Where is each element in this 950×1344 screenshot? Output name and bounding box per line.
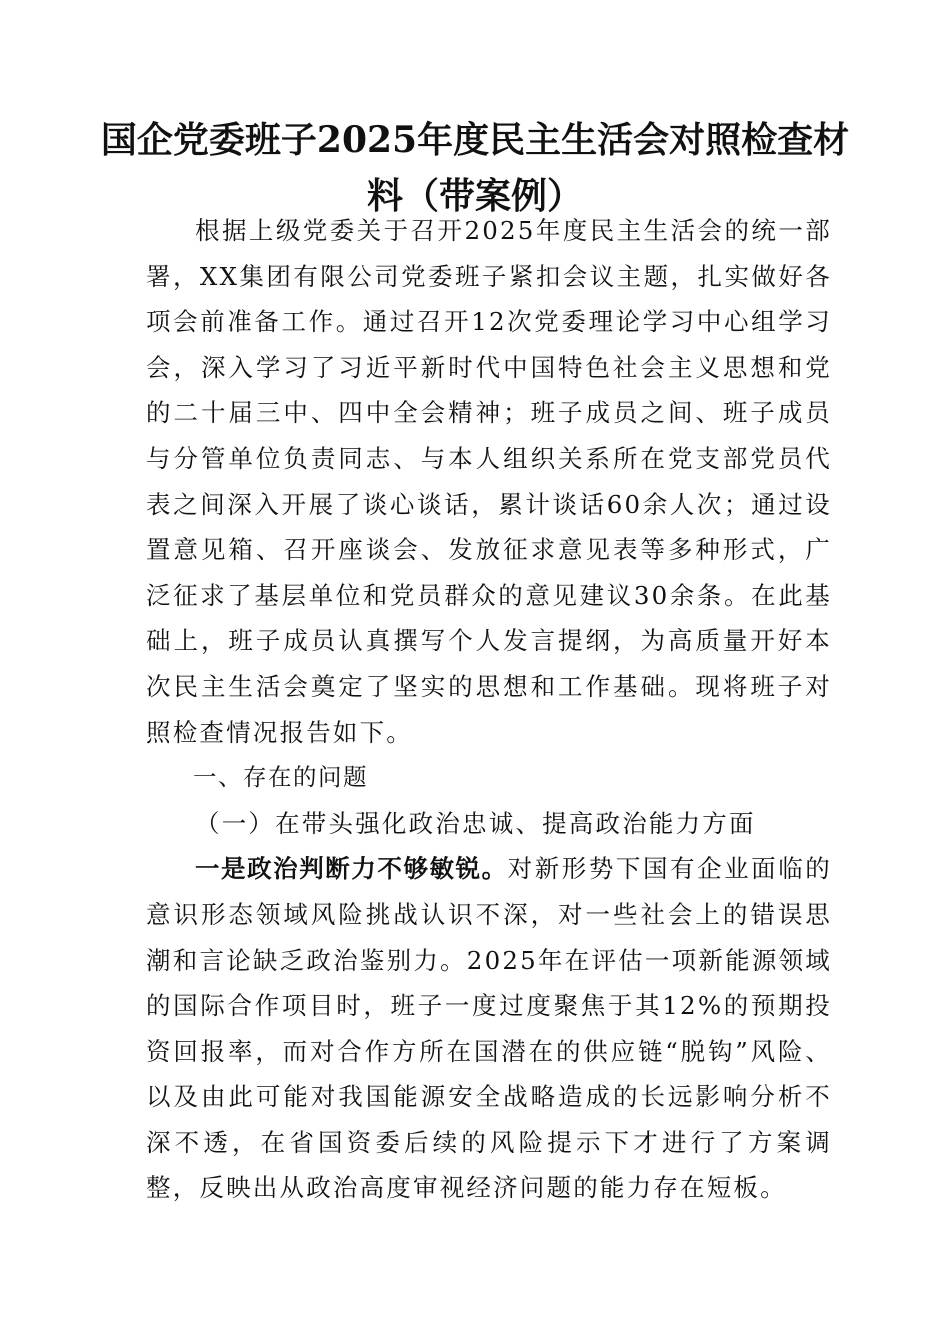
subsection-heading: （一）在带头强化政治忠诚、提高政治能力方面 <box>195 808 756 838</box>
document-body <box>146 208 832 1211</box>
document-title: 国企党委班子2025年度民主生活会对照检查材料（带案例） <box>100 119 850 217</box>
point-text: 对新形势下国有企业面临的意识形态领域风险挑战认识不深，对一些社会上的错误思潮和言论缺乏政治鉴别力。2025年在评估一项新能源领域的国际合作项目时，班子一度过度聚焦于其12%的预期投资回报率，而对合作方所在国潜在的供应链“脱钩”风险、以及由此可能对我国能源安全战略造成的长远影响分析不深不透，在省国资委后续的风险提示下才进行了方案调整，反映出从政治高度审视经济问题的能力存在短板。 <box>146 854 832 1203</box>
section-heading: 一、存在的问题 <box>193 763 368 792</box>
point-paragraph <box>146 846 832 1211</box>
point-lead: 一是政治判断力不够敏锐。 <box>195 854 508 884</box>
intro-paragraph: 根据上级党委关于召开2025年度民主生活会的统一部署，XX集团有限公司党委班子紧扣会议主题，扎实做好各项会前准备工作。通过召开12次党委理论学习中心组学习会，深入学习了习近平新时代中国特色社会主义思想和党的二十届三中、四中全会精神；班子成员之间、班子成员与分管单位负责同志、与本人组织关系所在党支部党员代表之间深入开展了谈心谈话，累计谈话60余人次；通过设置意见箱、召开座谈会、发放征求意见表等多种形式，广泛征求了基层单位和党员群众的意见建议30余条。在此基础上，班子成员认真撰写个人发言提纲，为高质量开好本次民主生活会奠定了坚实的思想和工作基础。现将班子对照检查情况报告如下。 <box>146 216 832 747</box>
